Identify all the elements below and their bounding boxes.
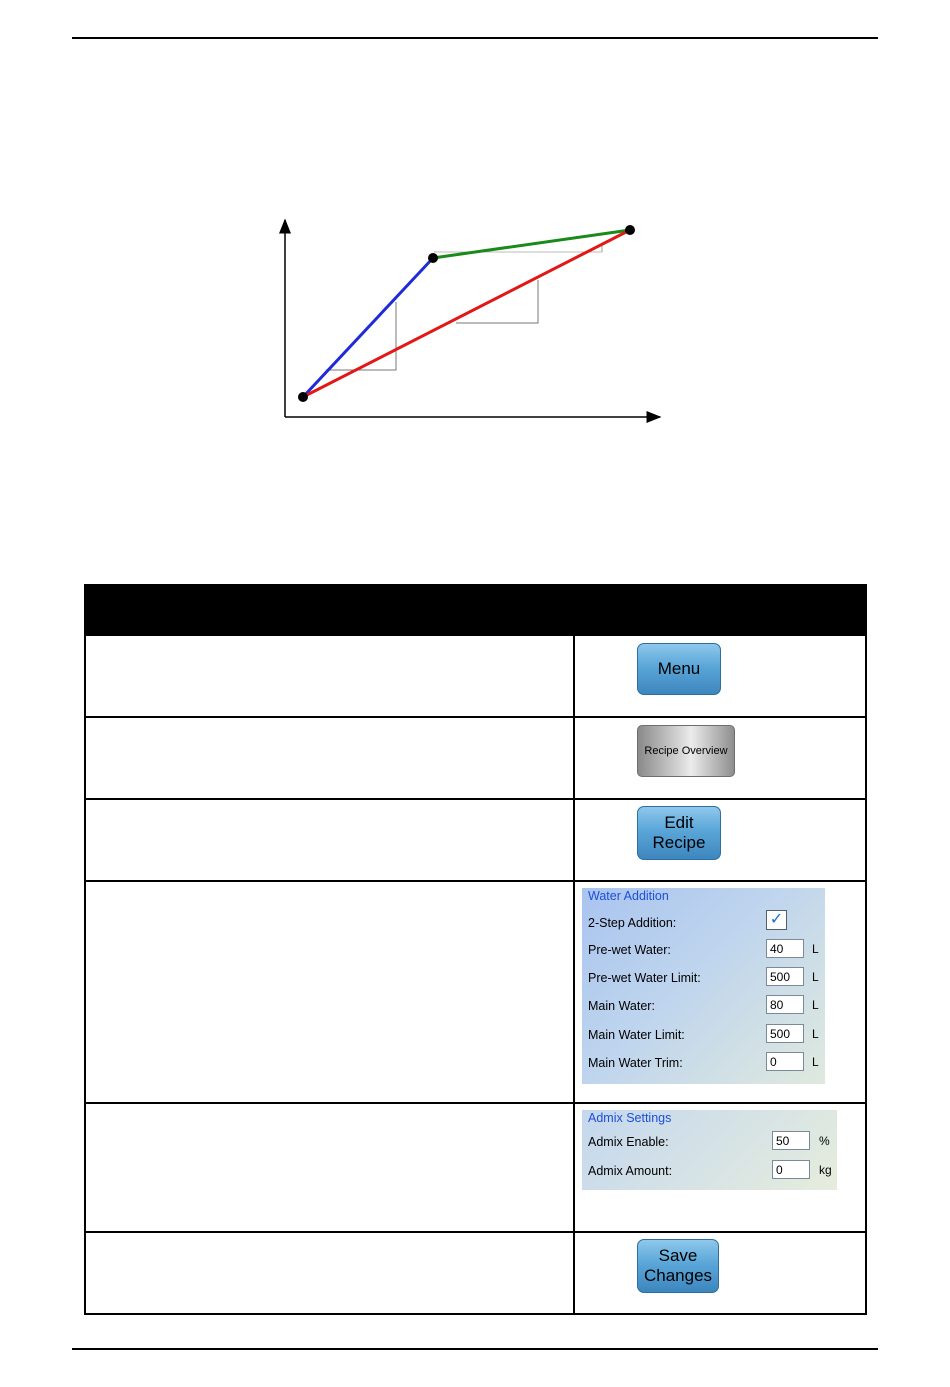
field-label: Admix Enable: xyxy=(588,1135,669,1149)
two-step-label: 2-Step Addition: xyxy=(588,916,677,930)
panel-title: Water Addition xyxy=(588,889,669,903)
field-label: Main Water Limit: xyxy=(588,1028,685,1042)
end-point xyxy=(625,225,635,235)
field-unit: L xyxy=(812,970,819,984)
field-unit: L xyxy=(812,1027,819,1041)
step-text-cell xyxy=(85,881,574,1103)
step-text-cell xyxy=(85,635,574,717)
header-cell-action xyxy=(85,585,574,635)
table-header-row xyxy=(85,585,866,635)
start-point xyxy=(298,392,308,402)
table-row xyxy=(85,1232,866,1314)
field-unit: L xyxy=(812,942,819,956)
edit-recipe-button[interactable]: Edit Recipe xyxy=(637,806,721,860)
field-label: Main Water Trim: xyxy=(588,1056,683,1070)
save-changes-button[interactable]: Save Changes xyxy=(637,1239,719,1293)
pre-wet-water-limit-input[interactable]: 500 xyxy=(766,967,804,986)
main-water-trim-input[interactable]: 0 xyxy=(766,1052,804,1071)
step-image-cell xyxy=(574,881,866,1103)
field-label: Pre-wet Water Limit: xyxy=(588,971,701,985)
table-row xyxy=(85,635,866,717)
table-row xyxy=(85,1103,866,1232)
field-unit: L xyxy=(812,1055,819,1069)
pre-wet-water-input[interactable]: 40 xyxy=(766,939,804,958)
top-rule xyxy=(72,37,878,39)
admix-settings-panel xyxy=(582,1110,837,1190)
field-unit: kg xyxy=(819,1163,832,1177)
step-text-cell xyxy=(85,799,574,881)
table-row xyxy=(85,881,866,1103)
step-image-cell xyxy=(574,1232,866,1314)
field-label: Main Water: xyxy=(588,999,655,1013)
step-text-cell xyxy=(85,1103,574,1232)
menu-button[interactable]: Menu xyxy=(637,643,721,695)
field-row xyxy=(588,995,831,1017)
field-label: Admix Amount: xyxy=(588,1164,673,1178)
step-image-cell xyxy=(574,635,866,717)
field-row xyxy=(588,967,831,989)
field-row xyxy=(588,1024,831,1046)
two-step-checkbox[interactable] xyxy=(766,910,787,930)
overall-segment xyxy=(303,230,630,397)
check-mark-icon: ✓ xyxy=(769,911,784,928)
admix-amount-input[interactable]: 0 xyxy=(772,1160,810,1179)
step-image-cell xyxy=(574,1103,866,1232)
table-row xyxy=(85,799,866,881)
field-label: Pre-wet Water: xyxy=(588,943,671,957)
main-water-input[interactable]: 80 xyxy=(766,995,804,1014)
panel-title: Admix Settings xyxy=(588,1111,672,1125)
step-text-cell xyxy=(85,1232,574,1314)
field-unit: L xyxy=(812,998,819,1012)
middle-point xyxy=(428,253,438,263)
two-step-row xyxy=(588,912,831,934)
step-image-cell xyxy=(574,717,866,799)
field-row xyxy=(588,1160,843,1182)
step-text-cell xyxy=(85,717,574,799)
field-row xyxy=(588,1052,831,1074)
first-step-segment xyxy=(303,258,433,397)
recipe-overview-button[interactable]: Recipe Overview xyxy=(637,725,735,777)
main-water-limit-input[interactable]: 500 xyxy=(766,1024,804,1043)
field-row xyxy=(588,1131,843,1153)
two-step-water-diagram xyxy=(270,212,670,427)
procedure-table xyxy=(84,584,867,1315)
water-addition-panel xyxy=(582,888,825,1084)
admix-enable-input[interactable]: 50 xyxy=(772,1131,810,1150)
bottom-rule xyxy=(72,1348,878,1350)
table-row xyxy=(85,717,866,799)
header-cell-screen xyxy=(574,585,866,635)
step-image-cell xyxy=(574,799,866,881)
field-unit: % xyxy=(819,1134,830,1148)
slope-triangle-overall xyxy=(456,280,538,323)
field-row xyxy=(588,939,831,961)
